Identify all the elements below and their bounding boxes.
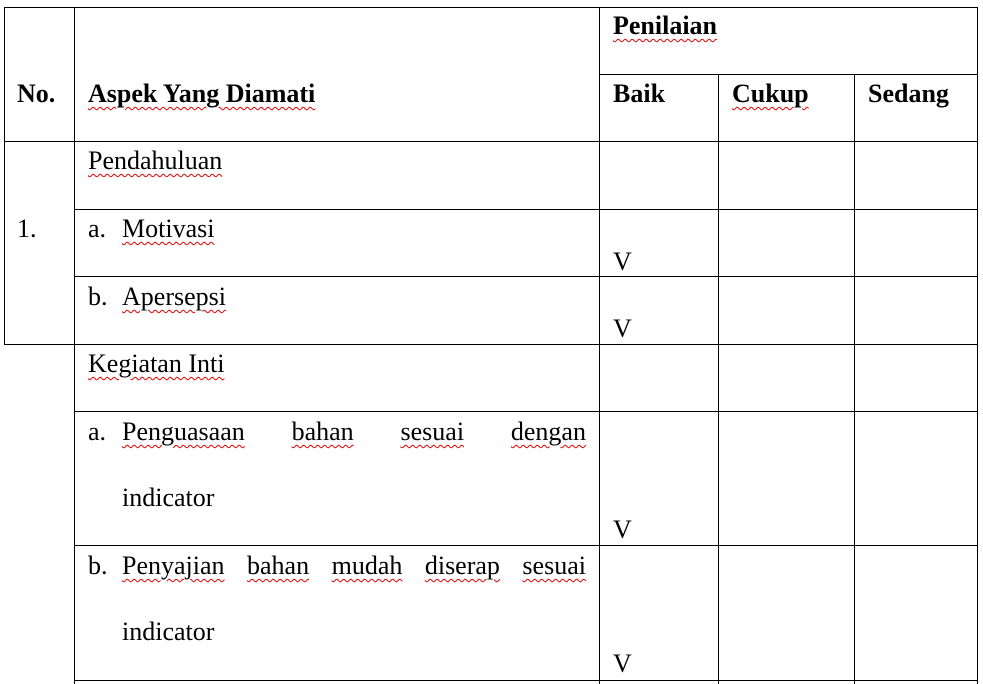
item-text: Motivasi	[122, 214, 215, 243]
item-word: sesuai	[522, 551, 586, 580]
section-title: Pendahuluan	[88, 146, 223, 175]
item-word: dengan	[510, 417, 586, 446]
item-text: Apersepsi	[122, 282, 226, 311]
header-no: No.	[17, 79, 56, 108]
item-word: bahan	[247, 551, 310, 580]
baik-check-mark: V	[613, 649, 632, 678]
section-divider	[4, 344, 978, 345]
column-divider	[74, 7, 75, 684]
header-aspek: Aspek Yang Diamati	[88, 79, 316, 108]
header-baik: Baik	[613, 79, 666, 108]
column-divider	[599, 7, 600, 684]
item-word: Penguasaan	[122, 417, 245, 446]
header-sedang: Sedang	[868, 79, 949, 108]
item-letter: a.	[88, 214, 107, 243]
column-divider	[854, 74, 855, 684]
item-word: mudah	[331, 551, 403, 580]
item-text-line1	[122, 417, 586, 447]
item-text-line2: indicator	[122, 483, 215, 512]
item-letter: a.	[88, 417, 107, 446]
baik-check-mark: V	[613, 247, 632, 276]
row-divider	[74, 545, 978, 546]
section-title: Kegiatan Inti	[88, 349, 225, 378]
item-text-line2: indicator	[122, 617, 215, 646]
header-penilaian: Penilaian	[613, 11, 718, 40]
table-border-right	[977, 7, 978, 684]
item-word: bahan	[291, 417, 354, 446]
item-letter: b.	[88, 551, 108, 580]
item-letter: b.	[88, 282, 108, 311]
header-cukup: Cukup	[732, 79, 809, 108]
item-word: sesuai	[400, 417, 465, 446]
penilaian-divider	[599, 74, 978, 75]
item-word: diserap	[424, 551, 500, 580]
item-word: Penyajian	[122, 551, 225, 580]
row-divider	[74, 276, 978, 277]
header-bottom-border	[4, 141, 978, 142]
table-border-left	[4, 7, 5, 345]
baik-check-mark: V	[613, 314, 632, 343]
item-text-line1	[122, 551, 586, 581]
section-number: 1.	[17, 214, 37, 243]
table-border-top	[4, 7, 978, 8]
row-divider	[74, 680, 978, 681]
column-divider	[718, 74, 719, 684]
row-divider	[74, 411, 978, 412]
row-divider	[74, 209, 978, 210]
baik-check-mark: V	[613, 515, 632, 544]
